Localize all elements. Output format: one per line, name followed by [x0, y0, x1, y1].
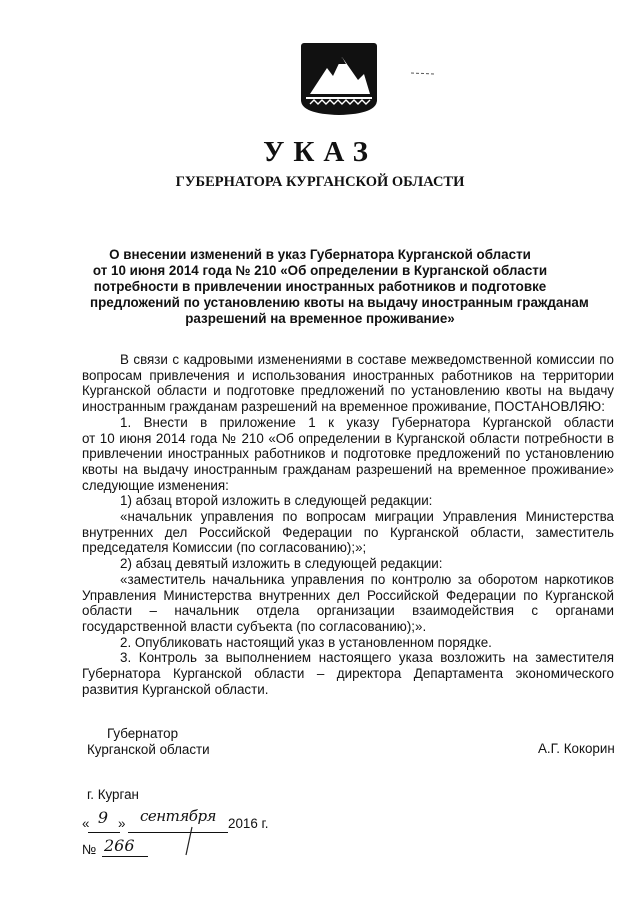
issuer-title: ГУБЕРНАТОРА КУРГАНСКОЙ ОБЛАСТИ: [175, 174, 465, 190]
subitem-1: 1) абзац второй изложить в следующей редакции:: [120, 493, 433, 509]
item-1-text: от 10 июня 2014 года № 210 «Об определении в Курганской области потребности в привлечении иностранных работников и подготовке предложений по установлению квоты на выдачу иностранным гражданам разрешений на временное проживание» следующие изменения:: [82, 430, 614, 493]
subject-line: предложений по установлению квоты на выдачу иностранным гражданам: [90, 295, 589, 310]
date-quote-close: »: [118, 816, 126, 831]
item-1-heading: 1. Внести в приложение 1 к указу Губернатора Курганской области: [120, 414, 614, 430]
emblem-icon: [300, 42, 378, 116]
item-3: 3. Контроль за выполнением настоящего указа возложить на заместителя Губернатора Курганской области – директора Департамента экономического развития Курганской области.: [82, 650, 614, 697]
decree-subject: [90, 247, 589, 327]
scan-mark: [410, 70, 436, 76]
issue-date: [82, 807, 282, 838]
signatory-title-line: Курганской области: [87, 742, 210, 757]
preamble-paragraph: В связи с кадровыми изменениями в составе межведомственной комиссии по вопросам привлечения и использования иностранных работников на территории Курганской области и подготовке предложений по установлению квоты на выдачу иностранным гражданам разрешений на временное проживание, ПОСТАНОВЛЯЮ:: [82, 352, 614, 415]
number-value: 266: [104, 836, 135, 855]
document-type: УКАЗ: [263, 136, 377, 168]
subitem-2: 2) абзац девятый изложить в следующей редакции:: [120, 556, 443, 572]
subject-line: разрешений на временное проживание»: [185, 311, 455, 326]
signatory-title: [87, 726, 210, 758]
pen-mark: [184, 826, 194, 856]
signatory-title-line: Губернатор: [107, 726, 179, 741]
subject-line: от 10 июня 2014 года № 210 «Об определении в Курганской области: [92, 263, 548, 278]
subject-line: потребности в привлечении иностранных работников и подготовке: [93, 279, 547, 294]
number-underline: [102, 856, 148, 857]
date-month-underline: [128, 832, 228, 833]
item-2: 2. Опубликовать настоящий указ в установленном порядке.: [120, 634, 492, 650]
subitem-1-text: «начальник управления по вопросам миграции Управления Министерства внутренних дел Российской Федерации по Курганской области, заместитель председателя Комиссии (по согласованию);»;: [82, 509, 614, 556]
issue-city: г. Курган: [87, 787, 139, 802]
signatory-name: А.Г. Кокорин: [538, 741, 615, 756]
subitem-2-text: «заместитель начальника управления по контролю за оборотом наркотиков Управления Министерства внутренних дел Российской Федерации по Курганской области – начальник отдела организации взаимодействия с органами государственной власти субъекта (по согласованию);».: [82, 571, 614, 634]
date-month: сентября: [139, 807, 216, 825]
number-label: №: [82, 842, 97, 857]
date-day-underline: [88, 832, 120, 833]
date-year: 2016 г.: [228, 816, 269, 831]
date-quote-open: «: [82, 816, 90, 831]
subject-line: О внесении изменений в указ Губернатора Курганской области: [109, 247, 531, 262]
registration-number: [82, 838, 162, 862]
decree-body: [82, 352, 614, 697]
date-day: 9: [97, 808, 109, 827]
